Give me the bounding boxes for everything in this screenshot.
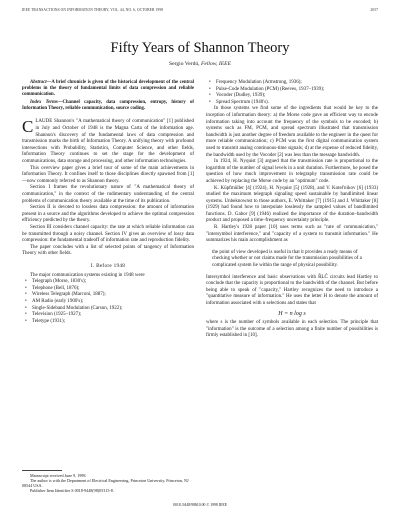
systems-list-left	[22, 279, 194, 325]
drop-cap: C	[22, 117, 34, 137]
paragraph: Section III considers channel capacity: the rate at which reliable information can be transmitted through a noisy channel. Section IV gives an overview of lossy data compression: the fundamental tradeoff of information rate and reproduction fidelity.	[22, 224, 194, 244]
equation: H = n log s	[278, 310, 306, 317]
journal-header: IEEE TRANSACTIONS ON INFORMATION THEORY, VOL. 44, NO. 6, OCTOBER 1998	[22, 8, 164, 12]
list-item: • AM Radio (early 1900's);	[22, 299, 194, 306]
paragraph: Intersymbol interference and basic observations with R̂LĈ circuits lead Hartley to conclude that the capacity is proportional to the bandwidth of the channel. But before being able to speak of "capacity," Hartley recognizes the need to introduce a "quantitative measure of information." He uses the letter H to denote the amount of information associated with n selections and states that	[206, 274, 378, 306]
footnote-line: Manuscript received June 9, 1998.	[30, 473, 87, 478]
list-item: • Frequency Modulation (Armstrong, 1936);	[206, 80, 378, 87]
list-item: • Pulse-Code Modulation (PCM) (Reeves, 1937–1939);	[206, 87, 378, 94]
author-line	[0, 61, 400, 67]
footnote	[22, 470, 194, 493]
index-terms	[22, 100, 194, 112]
intro-text: LAUDE Shannon's "A mathematical theory of communication" [1] published in July and October of 1948 is the Magna Carta of the information age. Shannon's discovery of the fundamental laws of data compression and transmission marks the birth of Information Theory. A unifying theory with profound intersections with Probability, Statistics, Computer Science, and other fields, Information Theory continues to set the stage for the development of communications, data storage and processing, and other information technologies.	[22, 119, 194, 165]
left-column	[22, 80, 194, 325]
list-item: • Telegraph (Morse, 1830's);	[22, 279, 194, 286]
list-item: • Spread Spectrum (1940's).	[206, 100, 378, 107]
list-item: • Wireless Telegraph (Marconi, 1887);	[22, 292, 194, 299]
abstract-text: A brief chronicle is given of the historical development of the central problems in the theory of fundamental limits of data compression and reliable communication.	[22, 80, 194, 98]
paragraph: In those systems we find some of the ingredients that would be key to the inception of information theory: a) the Morse code gave an efficient way to encode information taking into account the frequency of the symbols to be encoded; b) systems such as FM, PCM, and spread spectrum illustrated that transmission bandwidth is just another degree of freedom available to the engineer in the quest for more reliable communication; c) PCM was the first digital communication system used to transmit analog continuous-time signals; d) at the expense of reduced fidelity, the bandwidth used by the Vocoder [2] was less than the message bandwidth.	[206, 106, 378, 158]
paragraph: The major communication systems existing in 1948 were	[30, 272, 145, 278]
paper-title: Fifty Years of Shannon Theory	[110, 40, 290, 56]
index-terms-label: Index Terms—	[30, 100, 63, 106]
paragraph: R. Hartley's 1928 paper [10] uses terms such as "rate of communication," "intersymbol interference," and "capacity of a system to transmit information." He summarizes his main accomplishment as	[206, 225, 378, 244]
list-item: • Television (1925–1927);	[22, 312, 194, 319]
copyright-footer: 0018–9448/98$10.00 © 1998 IEEE	[173, 503, 227, 507]
block-quote: the point of view developed is useful in that it provides a ready means of checking whether or not claims made for the transmission possibilities of a complicated system lie within the range of physical possibility.	[212, 249, 362, 269]
footnote-rule	[22, 470, 62, 471]
intro-paragraph	[22, 119, 194, 165]
author-role: Fellow, IEEE	[200, 61, 231, 67]
list-item: • Teletype (1931);	[22, 319, 194, 326]
list-item: • Telephone (Bell, 1876);	[22, 286, 194, 293]
page-number: 2057	[370, 8, 378, 12]
paragraph: In 1924, H. Nyquist [3] argued that the transmission rate is proportional to the logarithm of the number of signal levels in a unit duration. Furthermore, he posed the question of how much improvement in telegraphy transmission rate could be achieved by replacing the Morse code by an "optimum" code.	[206, 159, 378, 184]
abstract	[22, 80, 194, 98]
running-header	[22, 8, 378, 16]
paragraph: Section I frames the revolutionary nature of "A mathematical theory of communication," in the context of the rudimentary understanding of the central problems of communication theory available at the time of its publication.	[22, 185, 194, 204]
footnote-line: Publisher Item Identifier S 0018-9448(98)05315-8.	[30, 488, 114, 493]
abstract-label: Abstract—	[30, 80, 52, 85]
systems-list-right	[206, 80, 378, 106]
section-heading: I. Before 1948	[90, 262, 126, 269]
paragraph: where s is the number of symbols available in each selection. The principle that "information" is the outcome of a selection among a finite number of possibilities is firmly established in [10].	[206, 320, 378, 339]
list-item: • Vocoder (Dudley, 1939);	[206, 93, 378, 100]
paragraph: Section II is devoted to lossless data compression: the amount of information present in a source and the algorithms developed to achieve the optimal compression efficiency predicted by the theory.	[22, 205, 194, 224]
paragraph: The paper concludes with a list of selected points of tangency of Information Theory with other fields.	[22, 244, 194, 257]
footnote-line: The author is with the Department of Electrical Engineering, Princeton University, Princeton, NJ 08544 USA.	[22, 478, 189, 488]
paragraph: This overview paper gives a brief tour of some of the main achievements in Information Theory. It confines itself to those disciplines directly spawned from [1]—now commonly referred to as Shannon theory.	[22, 165, 194, 184]
list-item: • Single-Sideband Modulation (Carson, 1922);	[22, 306, 194, 313]
right-column	[206, 80, 378, 340]
paragraph: K. Küpfmüller [4] (1924), H. Nyquist [5] (1928), and V. Kotel'nikov [6] (1933) studied the maximum telegraph signaling speed sustainable by bandlimited linear systems. Unbeknownst to those authors, E. Whittaker [7] (1915) and J. Whittaker [8] (1929) had found how to interpolate losslessly the sampled values of bandlimited functions. D. Gabor [9] (1946) realized the importance of the duration–bandwidth product and proposed a time–frequency uncertainty principle.	[206, 185, 378, 224]
author-name: Sergio Verdú,	[169, 61, 200, 67]
index-terms-text: Channel capacity, data compression, entropy, history of Information Theory, reliable communication, source coding.	[22, 100, 194, 112]
